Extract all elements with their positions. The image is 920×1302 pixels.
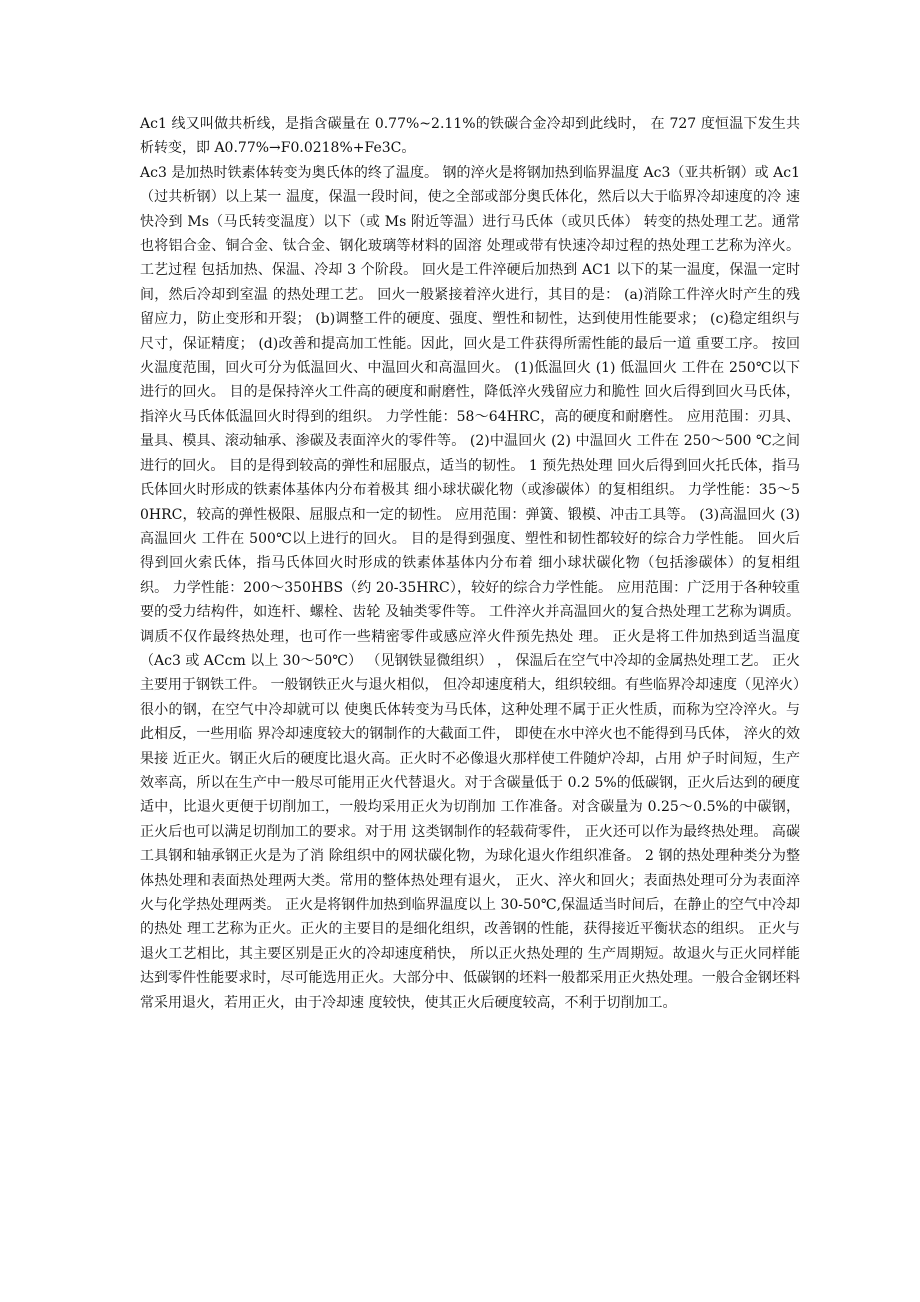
- paragraph-ac1-definition: Ac1 线又叫做共析线，是指含碳量在 0.77%~2.11%的铁碳合金冷却到此线时， 在 727 度恒温下发生共析转变，即 A0.77%→F0.0218%+Fe3C。: [140, 116, 800, 157]
- paragraph-heat-treatment: Ac3 是加热时铁素体转变为奥氏体的终了温度。 钢的淬火是将钢加热到临界温度 Ac3（亚共析钢）或 Ac1（过共析钢）以上某一 温度，保温一段时间，使之全部或部分奥氏体化，然后以大于临界冷却速度的冷 速快冷到 Ms（马氏转变温度）以下（或 Ms 附近等温）进行马氏体（或贝氏体） 转变的热处理工艺。通常也将铝合金、铜合金、钛合金、钢化玻璃等材料的固溶 处理或带有快速冷却过程的热处理工艺称为淬火。 工艺过程 包括加热、保温、冷却 3 个阶段。 回火是工件淬硬后加热到 AC1 以下的某一温度，保温一定时间，然后冷却到室温 的热处理工艺。 回火一般紧接着淬火进行，其目的是： (a)消除工件淬火时产生的残留应力，防止变形和开裂； (b)调整工件的硬度、强度、塑性和韧性，达到使用性能要求； (c)稳定组织与尺寸，保证精度； (d)改善和提高加工性能。因此，回火是工件获得所需性能的最后一道 重要工序。 按回火温度范围，回火可分为低温回火、中温回火和高温回火。 (1)低温回火 (1) 低温回火 工件在 250℃以下进行的回火。 目的是保持淬火工件高的硬度和耐磨性，降低淬火残留应力和脆性 回火后得到回火马氏体，指淬火马氏体低温回火时得到的组织。 力学性能：58～64HRC，高的硬度和耐磨性。 应用范围：刃具、量具、模具、滚动轴承、渗碳及表面淬火的零件等。 (2)中温回火 (2) 中温回火 工件在 250～500 ℃之间进行的回火。 目的是得到较高的弹性和屈服点，适当的韧性。 1 预先热处理 回火后得到回火托氏体，指马氏体回火时形成的铁素体基体内分布着极其 细小球状碳化物（或渗碳体）的复相组织。 力学性能：35～50HRC，较高的弹性极限、屈服点和一定的韧性。 应用范围：弹簧、锻模、冲击工具等。 (3)高温回火 (3) 高温回火 工件在 500℃以上进行的回火。 目的是得到强度、塑性和韧性都较好的综合力学性能。 回火后得到回火索氏体，指马氏体回火时形成的铁素体基体内分布着 细小球状碳化物（包括渗碳体）的复相组织。 力学性能：200～350HBS（约 20-35HRC），较好的综合力学性能。 应用范围：广泛用于各种较重要的受力结构件，如连杆、螺栓、齿轮 及轴类零件等。 工件淬火并高温回火的复合热处理工艺称为调质。 调质不仅作最终热处理，也可作一些精密零件或感应淬火件预先热处 理。 正火是将工件加热到适当温度 （Ac3 或 ACcm 以上 30～50℃） （见钢铁显微组织） ， 保温后在空气中冷却的金属热处理工艺。 正火主要用于钢铁工件。 一般钢铁正火与退火相似， 但冷却速度稍大，组织较细。有些临界冷却速度（见淬火）很小的钢，在空气中冷却就可以 使奥氏体转变为马氏体，这种处理不属于正火性质，而称为空冷淬火。与此相反，一些用临 界冷却速度较大的钢制作的大截面工件， 即使在水中淬火也不能得到马氏体， 淬火的效果接 近正火。钢正火后的硬度比退火高。正火时不必像退火那样使工件随炉冷却，占用 炉子时间短，生产效率高，所以在生产中一般尽可能用正火代替退火。对于含碳量低于 0.2 5%的低碳钢，正火后达到的硬度适中，比退火更便于切削加工，一般均采用正火为切削加 工作准备。对含碳量为 0.25～0.5%的中碳钢，正火后也可以满足切削加工的要求。对于用 这类钢制作的轻载荷零件， 正火还可以作为最终热处理。 高碳工具钢和轴承钢正火是为了消 除组织中的网状碳化物，为球化退火作组织准备。 2 钢的热处理种类分为整体热处理和表面热处理两大类。常用的整体热处理有退火， 正火、淬火和回火；表面热处理可分为表面淬火与化学热处理两类。 正火是将钢件加热到临界温度以上 30-50℃,保温适当时间后，在静止的空气中冷却的热处 理工艺称为正火。正火的主要目的是细化组织，改善钢的性能，获得接近平衡状态的组织。 正火与退火工艺相比，其主要区别是正火的冷却速度稍快， 所以正火热处理的 生产周期短。故退火与正火同样能达到零件性能要求时，尽可能选用正火。大部分中、低碳钢的坯料一般都采用正火热处理。一般合金钢坯料常采用退火，若用正火，由于冷却速 度较快，使其正火后硬度较高，不利于切削加工。: [140, 164, 800, 1011]
- document-body: [140, 112, 800, 1015]
